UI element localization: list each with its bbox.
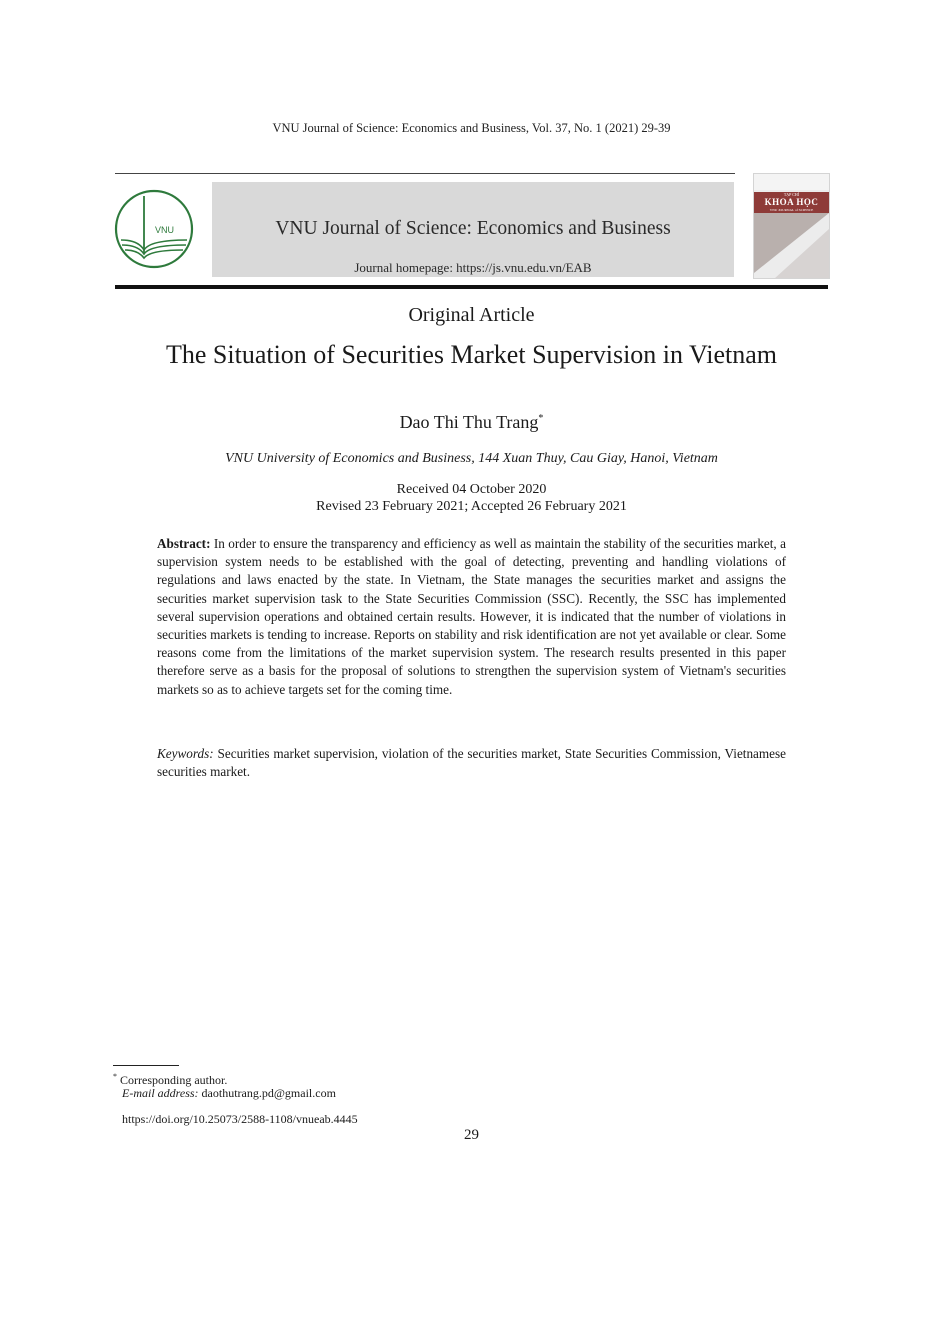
- email-label: E-mail address:: [122, 1086, 199, 1100]
- keywords-text: Securities market supervision, violation of the securities market, State Securities Commission, Vietnamese securities market.: [157, 746, 787, 780]
- author: [0, 412, 943, 433]
- cover-header: [754, 174, 829, 190]
- author-name: Dao Thi Thu Trang: [399, 412, 539, 432]
- keywords: [157, 745, 786, 781]
- footnote-email: [122, 1086, 336, 1101]
- paper-title: The Situation of Securities Market Supervision in Vietnam: [165, 340, 778, 369]
- page-number: 29: [464, 1127, 479, 1143]
- journal-banner: [212, 182, 734, 277]
- revised-accepted-date: Revised 23 February 2021; Accepted 26 February 2021: [316, 499, 627, 514]
- received-date: Received 04 October 2020: [396, 482, 547, 497]
- journal-homepage: Journal homepage: https://js.vnu.edu.vn/EAB: [354, 260, 592, 275]
- running-head: VNU Journal of Science: Economics and Business, Vol. 37, No. 1 (2021) 29-39: [272, 121, 671, 135]
- keywords-label: Keywords:: [157, 746, 214, 761]
- svg-text:VNU: VNU: [155, 225, 175, 235]
- affiliation: VNU University of Economics and Business, 144 Xuan Thuy, Cau Giay, Hanoi, Vietnam: [225, 451, 718, 466]
- journal-cover-image: [753, 173, 830, 279]
- abstract-text: In order to ensure the transparency and efficiency as well as maintain the stability of the securities market, a supervision system needs to be established with the goal of detecting, preventing and handling violations of regulations and laws enacted by the state. In Vietnam, the State manages the securities market and assigns the securities market supervision task to the State Securities Commission (SSC). Recently, the SSC has implemented several supervision operations and obtained certain results. However, it is indicated that the number of violations in securities markets is tending to increase. Reports on stability and risk identification are not yet available or clear. Some reasons come from the limitations of the market supervision system. The research results presented in this paper therefore serve as a basis for the proposal of solutions to strengthen the supervision system of Vietnam's securities markets so as to achieve targets set for the coming time.: [157, 536, 786, 697]
- article-type: Original Article: [408, 304, 535, 326]
- cover-shape: [774, 229, 829, 279]
- abstract: [157, 535, 786, 699]
- header-rule: [115, 285, 828, 289]
- footnote-corresponding: * Corresponding author.: [113, 1072, 228, 1087]
- author-mark: *: [538, 413, 544, 424]
- vnu-logo-icon: [113, 188, 195, 270]
- footnote-rule: [113, 1065, 179, 1066]
- journal-title: VNU Journal of Science: Economics and Business: [275, 218, 671, 239]
- top-rule: [115, 173, 735, 174]
- doi-link[interactable]: https://doi.org/10.25073/2588-1108/vnueab.4445: [122, 1112, 358, 1126]
- cover-title-band: TẠP CHÍ KHOA HỌC VNU JOURNAL of SCIENCE: [754, 192, 829, 213]
- dates: [0, 481, 943, 515]
- abstract-label: Abstract:: [157, 536, 211, 551]
- email-link[interactable]: daothutrang.pd@gmail.com: [201, 1086, 336, 1100]
